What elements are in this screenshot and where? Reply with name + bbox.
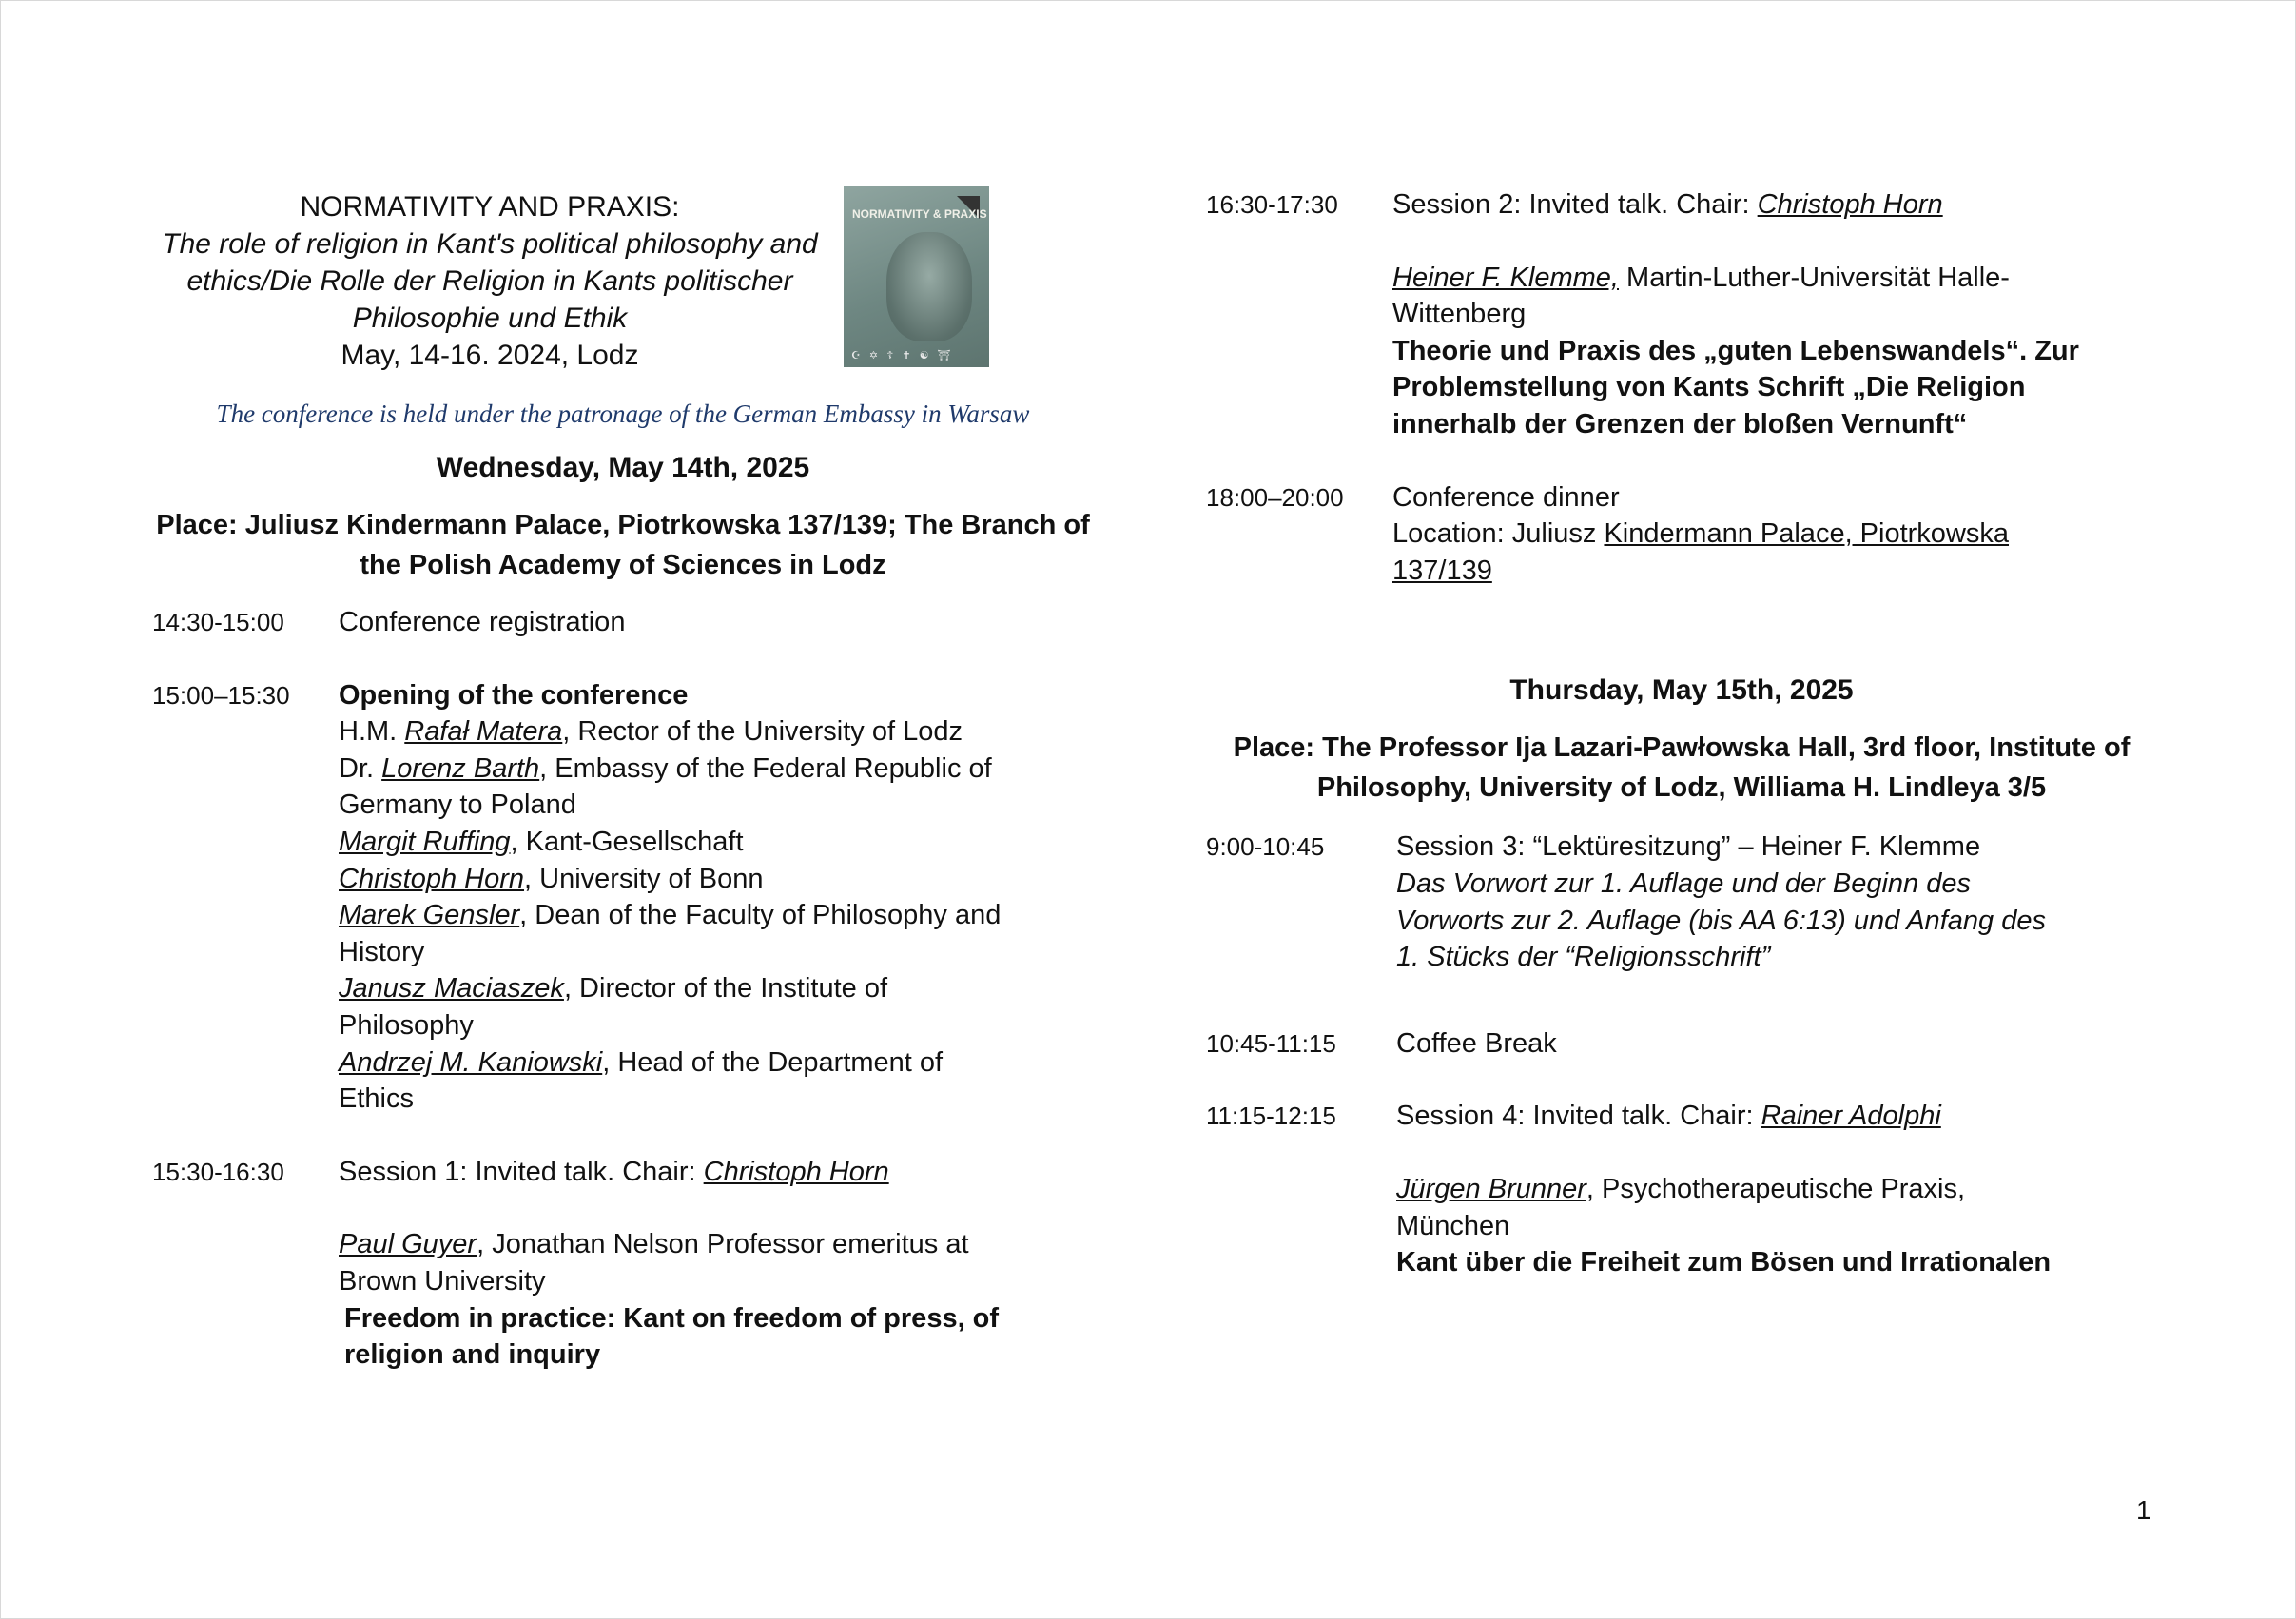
- session4-row: [1206, 1098, 2157, 1280]
- session2-talk-title: Theorie und Praxis des „guten Lebenswandels“. Zur Problemstellung von Kants Schrift „Die Religion innerhalb der Grenzen der bloßen Vernunft“: [1392, 335, 2079, 439]
- speaker-name-link[interactable]: Janusz Maciaszek: [339, 973, 564, 1005]
- session4-speaker: [1396, 1171, 2081, 1244]
- speaker-name-link[interactable]: Andrzej M. Kaniowski: [339, 1046, 603, 1078]
- opening-content: [339, 677, 1023, 1118]
- opening-speaker: [339, 824, 1023, 861]
- speaker-name-link[interactable]: Rafał Matera: [404, 716, 563, 748]
- day2-place: Place: The Professor Ija Lazari-Pawłowska Hall, 3rd floor, Institute of Philosophy, University of Lodz, Williama H. Lindleya 3/5: [1233, 732, 2131, 804]
- page-number: 1: [2136, 1495, 2151, 1525]
- speaker-affiliation: , Embassy of the Federal Republic of Germany to Poland: [339, 752, 992, 821]
- opening-title: Opening of the conference: [339, 679, 689, 711]
- opening-speakers: [339, 713, 1023, 1118]
- right-column: [1206, 181, 2157, 1281]
- conference-dates: May, 14-16. 2024, Lodz: [341, 340, 639, 371]
- cover-title: NORMATIVITY & PRAXIS: [852, 207, 987, 221]
- session3-time: 9:00-10:45: [1206, 832, 1325, 862]
- dinner-location: [1392, 516, 2058, 589]
- day1-place: Place: Juliusz Kindermann Palace, Piotrkowska 137/139; The Branch of the Polish Academy of Sciences in Lodz: [156, 510, 1090, 580]
- session1-speaker: [339, 1226, 1023, 1299]
- speaker-affiliation: , Dean of the Faculty of Philosophy and History: [339, 900, 1002, 967]
- session4-label: [1396, 1098, 2081, 1135]
- registration-text: Conference registration: [339, 607, 626, 637]
- session1-content: [339, 1154, 1023, 1374]
- speaker-prefix: H.M.: [339, 716, 405, 748]
- dinner-location-link[interactable]: Kindermann Palace, Piotrkowska 137/139: [1392, 518, 2010, 586]
- opening-speaker: [339, 861, 1023, 898]
- session3-description: Das Vorwort zur 1. Auflage und der Beginn des Vorworts zur 2. Auflage (bis AA 6:13) und Anfang des 1. Stücks der “Religionsschrift”: [1396, 868, 2046, 973]
- day2-heading: Thursday, May 15th, 2025: [1509, 674, 1854, 707]
- session3-label: Session 3: “Lektüresitzung” – Heiner F. Klemme: [1396, 831, 1981, 863]
- session4-speaker-link[interactable]: Jürgen Brunner: [1396, 1173, 1586, 1204]
- session2-speaker-link[interactable]: Heiner F. Klemme,: [1392, 262, 1619, 293]
- registration-time: 14:30-15:00: [152, 608, 284, 636]
- session4-content: [1396, 1098, 2081, 1280]
- session2-speaker: [1392, 260, 2096, 333]
- session4-time: 11:15-12:15: [1206, 1102, 1336, 1131]
- left-column: [152, 181, 1094, 1374]
- coffee-row: [1206, 1025, 2157, 1063]
- speaker-name-link[interactable]: Marek Gensler: [339, 900, 520, 931]
- opening-speaker: [339, 713, 1023, 751]
- session1-affiliation: , Jonathan Nelson Professor emeritus at Brown University: [339, 1229, 969, 1297]
- speaker-affiliation: , Rector of the University of Lodz: [562, 716, 963, 748]
- coffee-time: 10:45-11:15: [1206, 1028, 1336, 1058]
- opening-speaker: [339, 897, 1023, 970]
- religious-symbols: ☪ ✡ ☦ ✝ ☯ ⛩: [851, 350, 954, 361]
- session4-label-text: Session 4: Invited talk. Chair:: [1396, 1101, 1761, 1132]
- session4-affiliation: , Psychotherapeutische Praxis, München: [1396, 1173, 1966, 1241]
- session3-content: [1396, 829, 2062, 975]
- speaker-prefix: Dr.: [339, 752, 382, 784]
- session2-row: [1206, 186, 2157, 443]
- dinner-location-prefix: Location: Juliusz: [1392, 518, 1605, 550]
- speaker-affiliation: , University of Bonn: [524, 863, 764, 894]
- dinner-title: Conference dinner: [1392, 481, 1620, 513]
- session2-affiliation: Martin-Luther-Universität Halle-Wittenberg: [1392, 262, 2010, 330]
- session4-chair-link[interactable]: Rainer Adolphi: [1761, 1101, 1941, 1132]
- session1-label: [339, 1154, 1023, 1191]
- kant-portrait: [886, 232, 972, 341]
- dinner-row: [1206, 479, 2157, 590]
- session1-speaker-link[interactable]: Paul Guyer: [339, 1229, 477, 1260]
- session1-chair-link[interactable]: Christoph Horn: [703, 1156, 889, 1187]
- conference-title: NORMATIVITY AND PRAXIS:: [300, 191, 680, 223]
- opening-row: [152, 677, 1094, 1118]
- session2-time: 16:30-17:30: [1206, 190, 1338, 219]
- speaker-affiliation: , Kant-Gesellschaft: [510, 826, 744, 857]
- book-cover-image: [844, 186, 989, 367]
- session3-row: [1206, 829, 2157, 975]
- session2-label-text: Session 2: Invited talk. Chair:: [1392, 189, 1758, 220]
- opening-speaker: [339, 970, 1023, 1044]
- conference-titles: [152, 188, 827, 374]
- session4-talk-title: Kant über die Freiheit zum Bösen und Irrationalen: [1396, 1247, 2052, 1278]
- session1-time: 15:30-16:30: [152, 1157, 284, 1186]
- session1-talk-title: Freedom in practice: Kant on freedom of press, of religion and inquiry: [344, 1302, 1000, 1371]
- speaker-name-link[interactable]: Lorenz Barth: [381, 752, 540, 784]
- opening-time: 15:00–15:30: [152, 680, 290, 710]
- session2-chair-link[interactable]: Christoph Horn: [1757, 189, 1943, 220]
- coffee-text: Coffee Break: [1396, 1027, 1557, 1059]
- registration-row: [152, 604, 1094, 641]
- patronage-note: The conference is held under the patronage of the German Embassy in Warsaw: [216, 400, 1030, 428]
- speaker-affiliation: , Head of the Department of Ethics: [339, 1046, 944, 1115]
- opening-speaker: [339, 1044, 1023, 1118]
- speaker-name-link[interactable]: Margit Ruffing: [339, 826, 511, 857]
- session2-label: [1392, 186, 2096, 224]
- session1-row: [152, 1154, 1094, 1374]
- dinner-content: [1392, 479, 2058, 590]
- conference-header: [152, 181, 1094, 419]
- speaker-affiliation: , Director of the Institute of Philosophy: [339, 973, 888, 1041]
- conference-subtitle: The role of religion in Kant's political philosophy and ethics/Die Rolle der Religion in Kants politischer Philosophie und Ethik: [162, 228, 818, 334]
- opening-speaker: [339, 751, 1023, 824]
- session1-label-text: Session 1: Invited talk. Chair:: [339, 1156, 704, 1187]
- session2-content: [1392, 186, 2096, 443]
- day1-heading: Wednesday, May 14th, 2025: [436, 452, 810, 483]
- dinner-time: 18:00–20:00: [1206, 482, 1344, 512]
- speaker-name-link[interactable]: Christoph Horn: [339, 863, 525, 894]
